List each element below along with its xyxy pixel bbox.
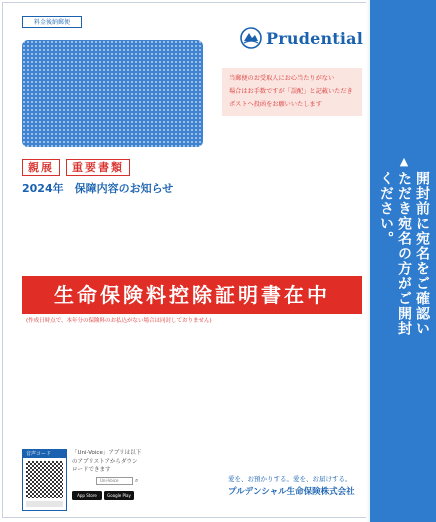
google-play-badge: Google Play <box>104 491 134 500</box>
notice-line: 当郵便のお受取人にお心当たりがない <box>229 75 335 82</box>
important-documents-tag: 重要書類 <box>66 159 130 176</box>
brand-tagline: 愛を、お預かりする。愛を、お届けする。 <box>228 475 352 483</box>
prudential-logo-icon <box>240 27 262 49</box>
app-line: のアプリストアからダウン <box>72 458 138 465</box>
tag-group <box>22 159 130 176</box>
app-store-badge: App Store <box>72 491 102 500</box>
brand-logo <box>240 26 363 50</box>
banner-note: (作成日時点で、本年分の保険料のお払込がない場合は同封しておりません) <box>26 318 212 324</box>
notice-line: 場合はお手数ですが「誤配」と記載いただき <box>229 88 353 95</box>
qr-code-icon <box>26 461 63 498</box>
subject-line: 2024年 保障内容のお知らせ <box>22 182 174 195</box>
personal-tag: 親展 <box>22 159 60 176</box>
address-window <box>22 40 203 147</box>
app-search-box: Uni-Voice <box>96 477 133 485</box>
certificate-banner: 生命保険料控除証明書在中 <box>22 276 362 314</box>
warning-icon: ▲ <box>399 155 409 168</box>
app-line: ロードできます <box>72 467 111 473</box>
app-instructions <box>72 449 141 475</box>
misdelivery-notice <box>222 68 362 116</box>
voice-code-label: 音声コード <box>23 450 66 458</box>
qr-caption-bar <box>26 501 63 507</box>
voice-code-box <box>22 449 67 511</box>
company-name: プルデンシャル生命保険株式会社 <box>228 487 355 497</box>
postage-label: 料金後納郵便 <box>22 16 82 28</box>
side-notice-text: 開封前に宛名をご確認いただき宛名の方がご開封ください。 <box>378 171 430 336</box>
search-icon: ⌕ <box>135 477 139 484</box>
side-notice <box>378 155 430 346</box>
brand-name: Prudential <box>266 28 364 48</box>
app-line: 「Uni-Voice」アプリは以下 <box>72 450 142 456</box>
notice-line: ポストへ投函をお願いいたします <box>229 101 322 108</box>
